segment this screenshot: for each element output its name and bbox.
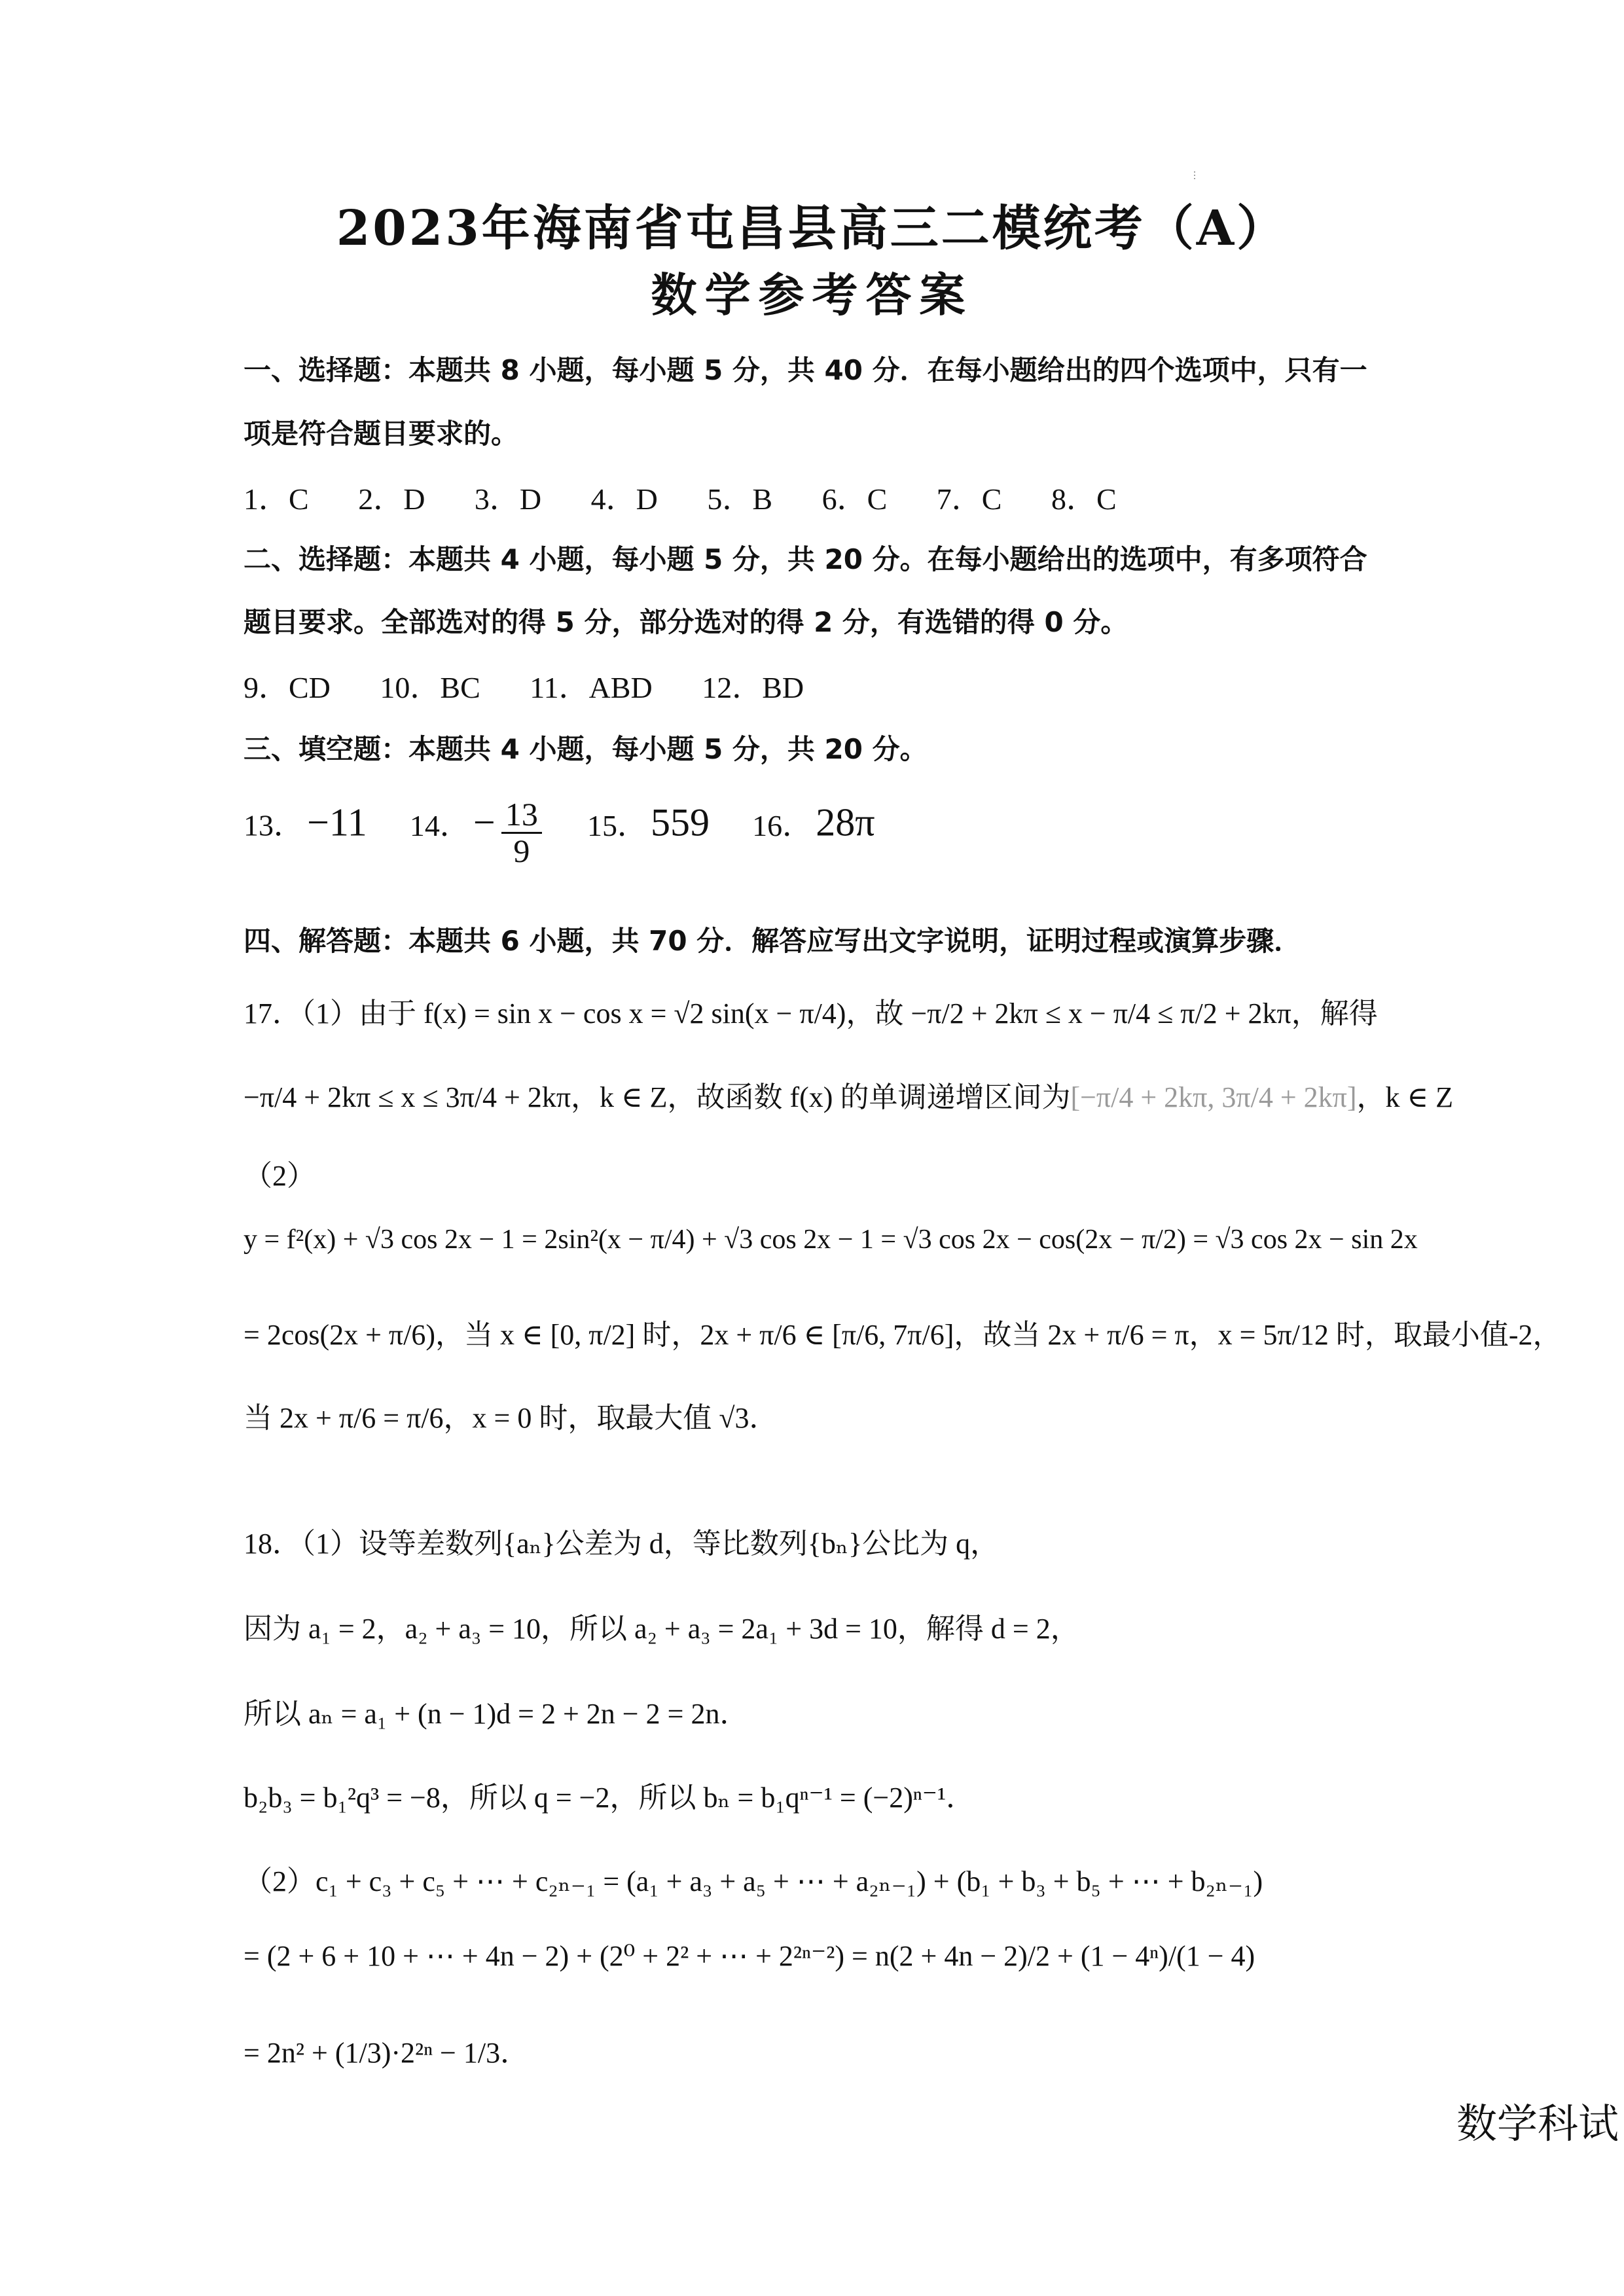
q16-value: 28π <box>816 800 875 844</box>
section2-heading-line1: 二、选择题：本题共 4 小题，每小题 5 分，共 20 分。在每小题给出的选项中，有多项符合 <box>244 543 1367 575</box>
q17-line2 <box>244 1073 1453 1115</box>
q14-denominator: 9 <box>513 832 530 869</box>
answer-q4: 4．D <box>590 482 658 516</box>
answer-q8: 8．C <box>1051 482 1117 516</box>
q17-part2-label: （2） <box>244 1160 316 1192</box>
q18-line7: = 2n² + (1/3)·2²ⁿ − 1/3． <box>244 2037 530 2069</box>
q14-sign: − <box>473 800 496 844</box>
q14-label: 14． <box>409 808 470 842</box>
q18-line5: （2）c₁ + c₃ + c₅ + ⋯ + c₂ₙ₋₁ = (a₁ + a₃ + a₅ + ⋯ + a₂ₙ₋₁) + (b₁ + b₃ + b₅ + ⋯ + b₂ₙ₋₁) <box>244 1865 1263 1897</box>
q14-numerator: 13 <box>501 797 542 834</box>
scan-mark: ⋮ <box>1190 170 1199 181</box>
answer-q6: 6．C <box>821 482 888 516</box>
answer-q11: 11．ABD <box>530 671 653 704</box>
section1-answer-row <box>244 475 1159 518</box>
q13-value: −11 <box>307 800 367 844</box>
q18-line6: = (2 + 6 + 10 + ⋯ + 4n − 2) + (2⁰ + 2² + ⋯ + 2²ⁿ⁻²) = n(2 + 4n − 2)/2 + (1 − 4ⁿ)/(1 − 4) <box>244 1940 1255 1972</box>
document-subtitle: 数学参考答案 <box>651 268 973 322</box>
q17-interval: [−π/4 + 2kπ, 3π/4 + 2kπ] <box>1070 1081 1357 1113</box>
q16-label: 16． <box>752 808 813 842</box>
q18-line2: 因为 a₁ = 2，a₂ + a₃ = 10，所以 a₂ + a₃ = 2a₁ + 3d = 10，解得 d = 2， <box>244 1613 1079 1645</box>
section3-heading: 三、填空题：本题共 4 小题，每小题 5 分，共 20 分。 <box>244 733 928 765</box>
q17-line4: = 2cos(2x + π/6)，当 x ∈ [0, π/2] 时，2x + π/6 ∈ [π/6, 7π/6]，故当 2x + π/6 = π，x = 5π/12 时，取最小值-2， <box>244 1319 1562 1351</box>
answer-q2: 2．D <box>358 482 425 516</box>
q18-line1: 18．（1）设等差数列{aₙ}公差为 d，等比数列{bₙ}公比为 q， <box>244 1528 1000 1560</box>
q17-line3: y = f²(x) + √3 cos 2x − 1 = 2sin²(x − π/4) + √3 cos 2x − 1 = √3 cos 2x − cos(2x − π/2) = √3 cos 2x − sin 2x <box>244 1225 1418 1255</box>
q18-line4: b₂b₃ = b₁²q³ = −8，所以 q = −2，所以 bₙ = b₁qⁿ⁻¹ = (−2)ⁿ⁻¹． <box>244 1782 975 1814</box>
q17-line5: 当 2x + π/6 = π/6，x = 0 时，取最大值 √3． <box>244 1402 778 1434</box>
document-title: 2023年海南省屯昌县高三二模统考（A） <box>336 200 1288 257</box>
q14-fraction <box>501 797 542 868</box>
answer-q10: 10．BC <box>380 671 480 704</box>
answer-q9: 9．CD <box>244 671 331 704</box>
q17-line1: 17．（1）由于 f(x) = sin x − cos x = √2 sin(x − π/4)，故 −π/2 + 2kπ ≤ x − π/4 ≤ π/2 + 2kπ，解得 <box>244 997 1378 1030</box>
q17-line2-tail: ，k ∈ Z <box>1356 1081 1453 1113</box>
answer-q3: 3．D <box>474 482 542 516</box>
section3-answer-row <box>244 797 875 868</box>
q18-line3: 所以 aₙ = a₁ + (n − 1)d = 2 + 2n − 2 = 2n． <box>244 1698 749 1730</box>
section1-heading-line1: 一、选择题：本题共 8 小题，每小题 5 分，共 40 分．在每小题给出的四个选项中，只有一 <box>244 354 1367 386</box>
q15-label: 15． <box>586 808 647 842</box>
answer-q7: 7．C <box>936 482 1002 516</box>
answer-q5: 5．B <box>707 482 773 516</box>
page-footer-mark: 数学科试 <box>1456 2100 1619 2147</box>
section2-heading-line2: 题目要求。全部选对的得 5 分，部分选对的得 2 分，有选错的得 0 分。 <box>244 606 1128 638</box>
section4-heading: 四、解答题：本题共 6 小题，共 70 分．解答应写出文字说明，证明过程或演算步骤． <box>244 925 1302 957</box>
answer-q1: 1．C <box>244 482 309 516</box>
q13-label: 13． <box>244 808 304 842</box>
q17-line2-text: −π/4 + 2kπ ≤ x ≤ 3π/4 + 2kπ，k ∈ Z，故函数 f(x) 的单调递增区间为 <box>244 1081 1071 1113</box>
answer-q12: 12．BD <box>702 671 804 704</box>
section1-heading-line2: 项是符合题目要求的。 <box>244 418 519 450</box>
q15-value: 559 <box>651 800 710 844</box>
section2-answer-row <box>244 664 846 707</box>
